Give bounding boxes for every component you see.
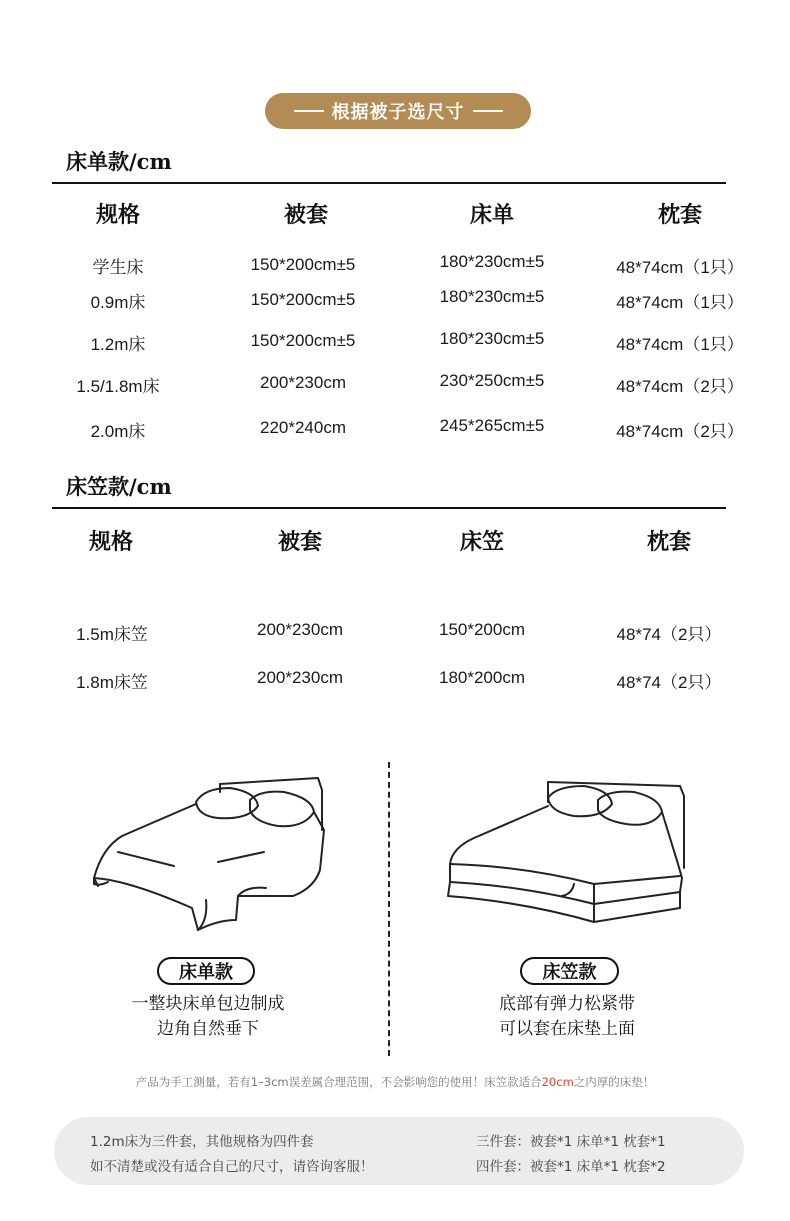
sheet-row-1-sheet: 180*230cm±5 xyxy=(439,252,545,271)
note-text-after: 之内厚的床垫！ xyxy=(573,1075,655,1089)
sheet-row-4-spec: 1.5/1.8m床 xyxy=(76,377,160,396)
sheet-row-3-spec: 1.2m床 xyxy=(90,335,146,354)
note-highlight: 20cm xyxy=(541,1075,574,1089)
fitted-row-1-pillow: 48*74（2只） xyxy=(616,625,722,644)
banner-dash-left xyxy=(294,110,324,112)
footer-left-line2: 如不清楚或没有适合自己的尺寸，请咨询客服！ xyxy=(90,1159,374,1175)
fitted-row-2-pillow: 48*74（2只） xyxy=(616,673,722,692)
fitted-row-2-fitted: 180*200cm xyxy=(438,668,525,687)
sheet-row-4-cover: 200*230cm xyxy=(259,373,346,392)
sheet-row-3-cover: 150*200cm±5 xyxy=(250,331,356,350)
fitted-row-1-cover: 200*230cm xyxy=(256,620,343,639)
flat-sheet-desc-line1: 一整块床单包边制成 xyxy=(131,994,285,1014)
banner-title: 根据被子选尺寸 xyxy=(331,102,465,123)
fitted-section-title: 床笠款/cm xyxy=(66,474,172,499)
sheet-row-2-pillow: 48*74cm（1只） xyxy=(616,293,744,312)
fitted-row-1-fitted: 150*200cm xyxy=(438,620,525,639)
sheet-section-title: 床单款/cm xyxy=(66,149,172,174)
banner-dash-right xyxy=(473,110,503,112)
fitted-section-rule xyxy=(52,507,726,509)
measurement-note xyxy=(0,1074,790,1090)
sheet-row-5-sheet: 245*265cm±5 xyxy=(439,416,545,435)
sheet-row-4-pillow: 48*74cm（2只） xyxy=(616,377,744,396)
sheet-row-5-cover: 220*240cm xyxy=(259,418,346,437)
section-banner xyxy=(265,93,531,129)
flat-sheet-desc-line2: 边角自然垂下 xyxy=(157,1019,259,1039)
flat-sheet-bed-illustration xyxy=(88,770,333,940)
sheet-row-1-pillow: 48*74cm（1只） xyxy=(616,258,744,277)
fitted-header-cover: 被套 xyxy=(277,529,322,555)
sheet-header-sheet: 床单 xyxy=(469,202,514,228)
sheet-row-2-sheet: 180*230cm±5 xyxy=(439,287,545,306)
fitted-header-fitted: 床笠 xyxy=(459,529,504,555)
sheet-header-cover: 被套 xyxy=(283,202,328,228)
sheet-row-5-spec: 2.0m床 xyxy=(90,422,146,441)
fitted-row-2-spec: 1.8m床笠 xyxy=(76,673,148,692)
sheet-row-2-cover: 150*200cm±5 xyxy=(250,290,356,309)
sheet-row-4-sheet: 230*250cm±5 xyxy=(439,371,545,390)
sheet-row-3-sheet: 180*230cm±5 xyxy=(439,329,545,348)
sheet-row-1-cover: 150*200cm±5 xyxy=(250,255,356,274)
center-dashed-divider xyxy=(388,762,390,1056)
sheet-row-5-pillow: 48*74cm（2只） xyxy=(616,422,744,441)
fitted-sheet-bed-illustration xyxy=(444,772,689,932)
sheet-header-spec: 规格 xyxy=(95,202,140,228)
fitted-sheet-badge: 床笠款 xyxy=(520,957,619,985)
note-text-before: 产品为手工测量，若有1–3cm误差属合理范围，不会影响您的使用！床笠款适合 xyxy=(135,1075,542,1089)
footer-right-line1: 三件套：被套*1 床单*1 枕套*1 xyxy=(476,1134,666,1150)
footer-left-line1: 1.2m床为三件套，其他规格为四件套 xyxy=(90,1134,314,1150)
sheet-header-pillow: 枕套 xyxy=(657,202,702,228)
sheet-section-rule xyxy=(52,182,726,184)
sheet-row-2-spec: 0.9m床 xyxy=(90,293,146,312)
fitted-header-spec: 规格 xyxy=(88,529,133,555)
flat-sheet-badge: 床单款 xyxy=(157,957,255,985)
sheet-row-1-spec: 学生床 xyxy=(92,258,144,277)
sheet-row-3-pillow: 48*74cm（1只） xyxy=(616,335,744,354)
footer-right-line2: 四件套：被套*1 床单*1 枕套*2 xyxy=(476,1159,666,1175)
fitted-row-1-spec: 1.5m床笠 xyxy=(76,625,148,644)
fitted-row-2-cover: 200*230cm xyxy=(256,668,343,687)
fitted-sheet-desc-line1: 底部有弹力松紧带 xyxy=(499,994,635,1014)
fitted-header-pillow: 枕套 xyxy=(646,529,691,555)
fitted-sheet-desc-line2: 可以套在床垫上面 xyxy=(499,1019,635,1039)
